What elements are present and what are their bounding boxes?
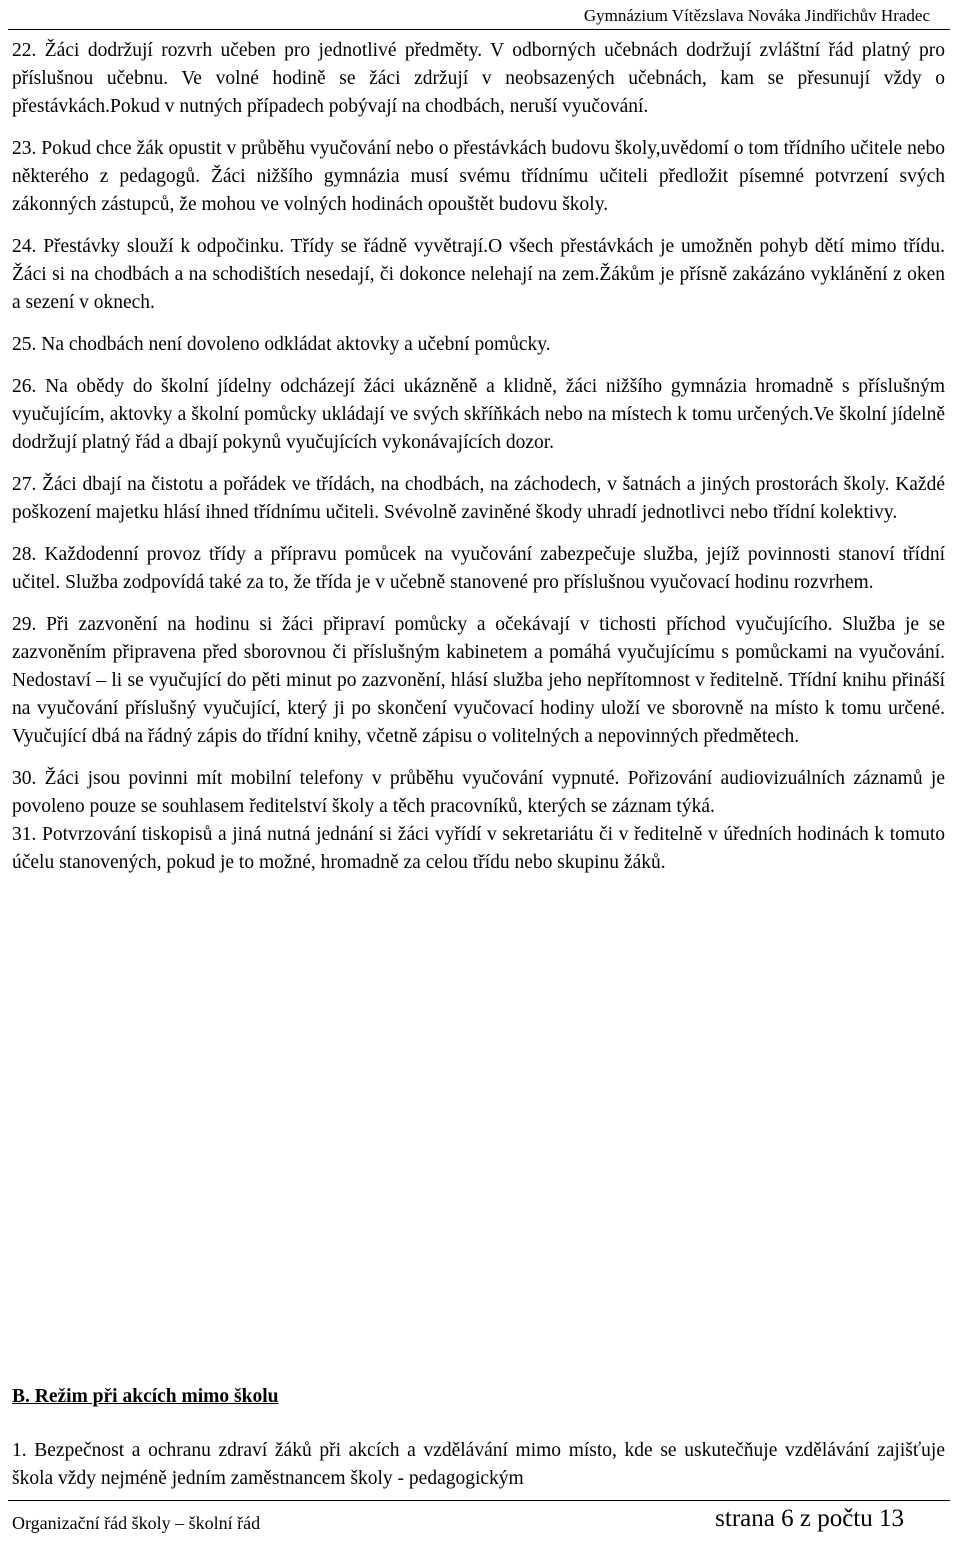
section-b-rule-1: 1. Bezpečnost a ochranu zdraví žáků při akcích a vzdělávání mimo místo, kde se uskutečňuje vzdělávání zajišťuje škola vždy nejméně jedním zaměstnancem školy - pedagogickým — [12, 1440, 945, 1489]
section-b-heading: B. Režim při akcích mimo školu — [12, 1386, 279, 1407]
rule-26: 26. Na obědy do školní jídelny odcházejí žáci ukázněně a klidně, žáci nižšího gymnázia hromadně s příslušným vyučujícím, aktovky a školní pomůcky ukládají ve svých skříňkách nebo na místech k tomu určených.Ve školní jídelně dodržují platný řád a dbají pokynů vyučujících vykonávajících dozor. — [12, 376, 945, 453]
rule-27: 27. Žáci dbají na čistotu a pořádek ve třídách, na chodbách, na záchodech, v šatnách a jiných prostorách školy. Každé poškození majetku hlásí ihned třídnímu učiteli. Svévolně zaviněné škody uhradí jednotlivci nebo třídní kolektivy. — [12, 474, 945, 523]
rule-25: 25. Na chodbách není dovoleno odkládat aktovky a učební pomůcky. — [12, 334, 551, 355]
footer-divider — [8, 1500, 950, 1501]
footer-document-title: Organizační řád školy – školní řád — [12, 1513, 261, 1533]
rule-24: 24. Přestávky slouží k odpočinku. Třídy se řádně vyvětrají.O všech přestávkách je umožněn pohyb dětí mimo třídu. Žáci si na chodbách a na schodištích nesedají, či dokonce nelehají na zem.Žákům je přísně zakázáno vyklánění z oken a sezení v oknech. — [12, 236, 945, 313]
rule-22: 22. Žáci dodržují rozvrh učeben pro jednotlivé předměty. V odborných učebnách dodržují zvláštní řád platný pro příslušnou učebnu. Ve volné hodině se žáci zdržují v neobsazených učebnách, kam se přesunují vždy o přestávkách.Pokud v nutných případech pobývají na chodbách, neruší vyučování. — [12, 40, 945, 117]
rule-29: 29. Při zazvonění na hodinu si žáci připraví pomůcky a očekávají v tichosti příchod vyučujícího. Služba je se zazvoněním připravena před sborovnou či příslušným kabinetem a pomáhá vyučujícímu s pomůckami na vyučování. Nedostaví – li se vyučující do pěti minut po zazvonění, hlásí služba jeho nepřítomnost v ředitelně. Třídní knihu přináší na vyučování příslušný vyučující, který ji po skončení vyučovací hodiny uloží ve sborovně na místo k tomu určené. Vyučující dbá na řádný zápis do třídní knihy, včetně zápisu o volitelných a nepovinných předmětech. — [12, 614, 945, 747]
header-divider — [8, 29, 950, 30]
rule-28: 28. Každodenní provoz třídy a přípravu pomůcek na vyučování zabezpečuje služba, jejíž povinnosti stanoví třídní učitel. Služba zodpovídá také za to, že třída je v učebně stanovené pro příslušnou vyučovací hodinu rozvrhem. — [12, 544, 945, 593]
page-number: strana 6 z počtu 13 — [715, 1505, 904, 1532]
page-header: Gymnázium Vítězslava Nováka Jindřichův Hradec — [583, 6, 930, 25]
rule-23: 23. Pokud chce žák opustit v průběhu vyučování nebo o přestávkách budovu školy,uvědomí o tom třídního učitele nebo některého z pedagogů. Žáci nižšího gymnázia musí svému třídnímu učiteli předložit písemné potvrzení svých zákonných zástupců, že mohou ve volných hodinách opouštět budovu školy. — [12, 138, 945, 215]
rule-31: 31. Potvrzování tiskopisů a jiná nutná jednání si žáci vyřídí v sekretariátu či v ředitelně v úředních hodinách k tomuto účelu stanovených, pokud je to možné, hromadně za celou třídu nebo skupinu žáků. — [12, 824, 945, 873]
rules-body — [12, 37, 945, 891]
rule-30: 30. Žáci jsou povinni mít mobilní telefony v průběhu vyučování vypnuté. Pořizování audiovizuálních záznamů je povoleno pouze se souhlasem ředitelství školy a těch pracovníků, kterých se záznam týká. — [12, 768, 945, 817]
